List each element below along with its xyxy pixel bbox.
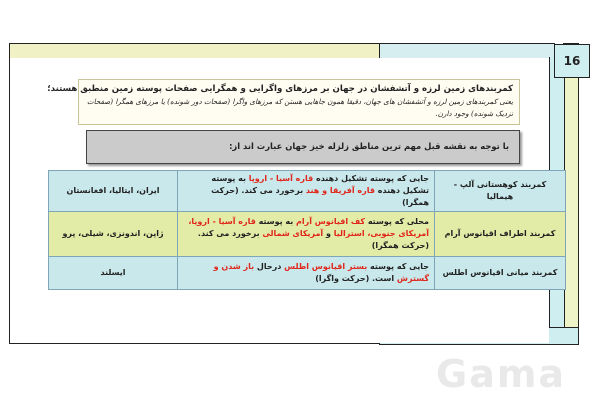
zone-name: کمربند میانی اقیانوس اطلس <box>435 257 566 290</box>
zone-description <box>178 257 435 290</box>
intro-heading: کمربندهای زمین لرزه و آتشفشان در جهان بر مرزهای واگرایی و همگرایی صفحات پوسته زمین منطبق هستند؛ <box>47 84 513 94</box>
description-segment: قاره آسیا - اروپا، آمریکای جنوبی، استرالیا <box>188 217 429 238</box>
question-box: با توجه به نقشه قبل مهم ترین مناطق زلزله خیز جهان عبارت اند از: <box>86 130 520 164</box>
frame-bottom-line <box>9 343 379 344</box>
description-segment: برخورد می کند. (حرکت همگرا) <box>197 229 429 250</box>
description-segment: جایی که پوسته تشکیل دهنده <box>313 174 429 183</box>
seismic-zones-table <box>48 170 566 290</box>
description-segment: قاره آسیا - اروپا <box>248 174 314 183</box>
zone-countries: ایسلند <box>49 257 178 290</box>
description-segment: آمریکای شمالی <box>262 229 324 238</box>
table-row <box>49 257 566 290</box>
zone-name: کمربند اطراف اقیانوس آرام <box>435 212 566 257</box>
intro-note: یعنی کمربندهای زمین لرزه و آتشفشان های جهان، دقیقا همون جاهایی هستن که مرزهای واگرا (صفحات دور شونده) یا مرزهای همگرا (صفحات نزدیک شونده) وجود دارن. <box>86 97 513 118</box>
description-segment: به پوسته تشکیل دهنده <box>211 174 429 195</box>
table-row <box>49 212 566 257</box>
description-segment: است. (حرکت واگرا) <box>315 274 397 283</box>
description-segment: محلی که پوسته <box>365 217 429 226</box>
frame-top-right-bar <box>379 43 555 59</box>
frame-top-left-bar <box>9 43 381 59</box>
zone-description <box>178 212 435 257</box>
description-segment: و <box>323 229 334 238</box>
page-number: 16 <box>554 44 590 78</box>
description-segment: به پوسته <box>255 217 297 226</box>
table-row <box>49 171 566 212</box>
description-segment: برخورد می کند. (حرکت همگرا) <box>211 186 429 207</box>
description-segment: قاره آفریقا و هند <box>305 186 375 195</box>
watermark-logo: Gama <box>436 352 567 396</box>
zone-countries: ایران، ایتالیا، افغانستان <box>49 171 178 212</box>
zone-name: کمربند کوهستانی آلپ - هیمالیا <box>435 171 566 212</box>
zone-countries: ژاپن، اندونزی، شیلی، پرو <box>49 212 178 257</box>
description-segment: باز شدن و گسترش <box>213 262 429 283</box>
description-segment: درحال <box>254 262 285 271</box>
zone-description <box>178 171 435 212</box>
description-segment: بستر اقیانوس اطلس <box>284 262 368 271</box>
intro-box <box>47 79 520 125</box>
description-segment: جایی که پوسته <box>367 262 429 271</box>
description-segment: کف اقیانوس آرام <box>296 217 366 226</box>
